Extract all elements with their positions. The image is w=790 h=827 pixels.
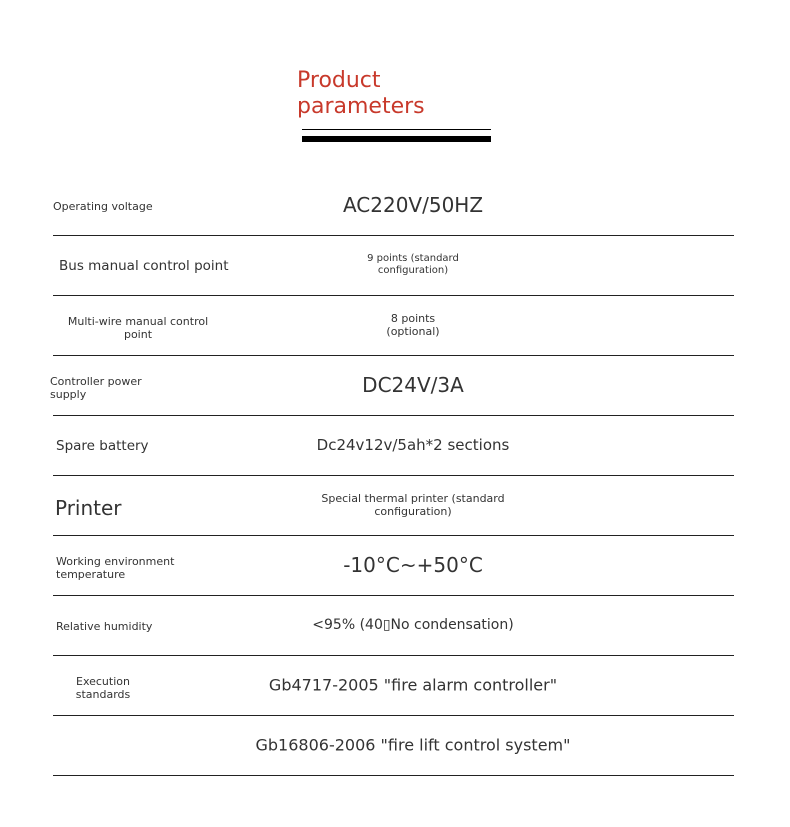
param-row-bus-manual — [53, 235, 734, 296]
param-value: 9 points (standard configuration) — [367, 253, 459, 276]
param-label: Printer — [55, 496, 122, 520]
param-row-execution-standards — [53, 655, 734, 716]
param-label: Multi-wire manual control point — [67, 315, 209, 341]
param-row-spare-battery — [53, 415, 734, 476]
param-row-working-temperature — [53, 535, 734, 596]
param-value: DC24V/3A — [362, 373, 464, 397]
param-label: Controller power supply — [50, 375, 142, 401]
param-label: Spare battery — [56, 438, 149, 454]
param-row-execution-standards-2 — [53, 715, 734, 776]
title-divider-thick — [302, 136, 491, 142]
title-divider-thin — [302, 129, 491, 130]
param-label: Bus manual control point — [59, 258, 229, 274]
param-value: -10°C~+50°C — [343, 553, 483, 577]
param-value: Gb4717-2005 "fire alarm controller" — [268, 675, 558, 695]
param-value: Special thermal printer (standard configuration) — [321, 492, 505, 518]
param-row-operating-voltage — [53, 175, 734, 236]
param-value: Gb16806-2006 "fire lift control system" — [255, 735, 571, 755]
param-value: Dc24v12v/5ah*2 sections — [316, 436, 510, 454]
param-value: AC220V/50HZ — [342, 193, 484, 217]
param-label: Working environment temperature — [56, 555, 175, 581]
param-label: Execution standards — [75, 675, 131, 701]
param-row-controller-power — [50, 355, 734, 416]
param-value: 8 points (optional) — [386, 312, 440, 338]
page-title: Product parameters — [297, 68, 425, 119]
param-label: Operating voltage — [53, 200, 153, 213]
param-label: Relative humidity — [56, 620, 153, 633]
param-value: <95% (40▯No condensation) — [312, 617, 514, 633]
param-row-relative-humidity — [53, 595, 734, 656]
param-row-printer — [53, 475, 734, 536]
param-row-multiwire-manual — [53, 295, 734, 356]
